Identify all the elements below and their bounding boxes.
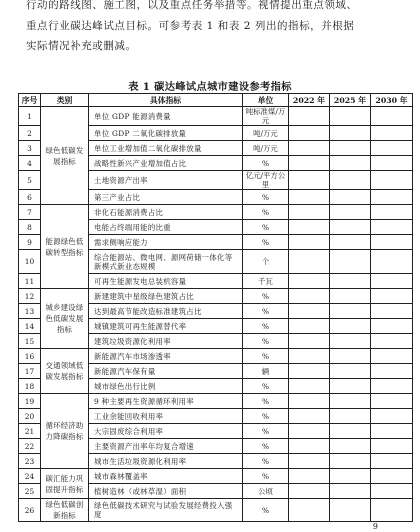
- indicator-cell: 新能源汽车保有量: [89, 364, 243, 379]
- unit-cell: %: [243, 454, 289, 469]
- header-cell: 单位: [243, 94, 289, 107]
- value-2025-cell: [330, 409, 371, 424]
- unit-cell: %: [243, 304, 289, 319]
- value-2030-cell: [371, 439, 413, 454]
- value-2022-cell: [289, 319, 330, 334]
- value-2022-cell: [289, 126, 330, 141]
- indicator-cell: 主要资源产出率年均复合增速: [89, 439, 243, 454]
- value-2022-cell: [289, 220, 330, 235]
- value-2025-cell: [330, 289, 371, 304]
- indicator-cell: 植树造林（或林草湿）面积: [89, 484, 243, 499]
- unit-cell: %: [243, 499, 289, 522]
- value-2025-cell: [330, 484, 371, 499]
- value-2025-cell: [330, 319, 371, 334]
- value-2030-cell: [371, 220, 413, 235]
- value-2030-cell: [371, 235, 413, 250]
- unit-cell: 辆: [243, 364, 289, 379]
- indicator-cell: 城市绿色出行比例: [89, 379, 243, 394]
- intro-paragraph: [26, 0, 414, 57]
- indicator-cell: 综合能源站、微电网、源网荷储一体化等新模式新业态规模: [89, 250, 243, 274]
- value-2025-cell: [330, 334, 371, 349]
- unit-cell: %: [243, 409, 289, 424]
- indicator-table: [18, 93, 413, 522]
- unit-cell: %: [243, 205, 289, 220]
- value-2025-cell: [330, 235, 371, 250]
- row-number-cell: 1: [19, 107, 41, 126]
- value-2022-cell: [289, 469, 330, 484]
- unit-cell: 个: [243, 250, 289, 274]
- row-number-cell: 19: [19, 394, 41, 409]
- row-number-cell: 6: [19, 190, 41, 205]
- indicator-cell: 第三产业占比: [89, 190, 243, 205]
- row-number-cell: 25: [19, 484, 41, 499]
- intro-line: 重点行业碳达峰试点目标。可参考表 1 和表 2 列出的指标，并根据: [26, 19, 355, 32]
- indicator-cell: 非化石能源消费占比: [89, 205, 243, 220]
- value-2030-cell: [371, 349, 413, 364]
- value-2025-cell: [330, 250, 371, 274]
- row-number-cell: 3: [19, 141, 41, 156]
- row-number-cell: 5: [19, 171, 41, 190]
- value-2025-cell: [330, 304, 371, 319]
- row-number-cell: 4: [19, 156, 41, 171]
- table-caption: 表 1 碳达峰试点城市建设参考指标: [128, 81, 292, 93]
- table-row: [19, 499, 413, 522]
- category-cell: 能源绿色低碳转型指标: [41, 205, 89, 289]
- indicator-cell: 单位 GDP 二氧化碳排放量: [89, 126, 243, 141]
- indicator-cell: 新建建筑中星级绿色建筑占比: [89, 289, 243, 304]
- value-2025-cell: [330, 454, 371, 469]
- indicator-cell: 新能源汽车市场渗透率: [89, 349, 243, 364]
- value-2025-cell: [330, 220, 371, 235]
- value-2022-cell: [289, 156, 330, 171]
- indicator-cell: 单位 GDP 能源消费量: [89, 107, 243, 126]
- indicator-cell: 达到最高节能改造标准建筑占比: [89, 304, 243, 319]
- row-number-cell: 18: [19, 379, 41, 394]
- indicator-cell: 单位工业增加值二氧化碳排放量: [89, 141, 243, 156]
- table-row: [19, 107, 413, 126]
- value-2030-cell: [371, 319, 413, 334]
- row-number-cell: 24: [19, 469, 41, 484]
- value-2030-cell: [371, 409, 413, 424]
- unit-cell: %: [243, 319, 289, 334]
- unit-cell: %: [243, 439, 289, 454]
- value-2022-cell: [289, 364, 330, 379]
- indicator-cell: 城市森林覆盖率: [89, 469, 243, 484]
- indicator-cell: 大宗固废综合利用率: [89, 424, 243, 439]
- row-number-cell: 20: [19, 409, 41, 424]
- category-cell: 交通领域低碳发展指标: [41, 349, 89, 394]
- row-number-cell: 14: [19, 319, 41, 334]
- value-2022-cell: [289, 190, 330, 205]
- table-row: [19, 469, 413, 484]
- value-2022-cell: [289, 334, 330, 349]
- page-number: 9: [372, 522, 378, 531]
- value-2022-cell: [289, 439, 330, 454]
- indicator-cell: 建筑垃圾资源化利用率: [89, 334, 243, 349]
- unit-cell: 吨标准煤/万元: [243, 107, 289, 126]
- row-number-cell: 10: [19, 250, 41, 274]
- header-cell: 2022 年: [289, 94, 330, 107]
- indicator-cell: 战略性新兴产业增加值占比: [89, 156, 243, 171]
- row-number-cell: 7: [19, 205, 41, 220]
- value-2022-cell: [289, 289, 330, 304]
- row-number-cell: 26: [19, 499, 41, 522]
- row-number-cell: 21: [19, 424, 41, 439]
- row-number-cell: 22: [19, 439, 41, 454]
- value-2025-cell: [330, 439, 371, 454]
- value-2022-cell: [289, 235, 330, 250]
- unit-cell: %: [243, 469, 289, 484]
- value-2022-cell: [289, 205, 330, 220]
- value-2022-cell: [289, 484, 330, 499]
- value-2030-cell: [371, 499, 413, 522]
- table-body: [19, 107, 413, 522]
- indicator-cell: 电能占终端用能的比重: [89, 220, 243, 235]
- value-2022-cell: [289, 454, 330, 469]
- table-header-row: [19, 94, 413, 107]
- table-row: [19, 349, 413, 364]
- value-2025-cell: [330, 190, 371, 205]
- value-2030-cell: [371, 126, 413, 141]
- unit-cell: 亿元/平方公里: [243, 171, 289, 190]
- category-cell: 碳汇能力巩固提升指标: [41, 469, 89, 499]
- value-2022-cell: [289, 304, 330, 319]
- unit-cell: 吨/万元: [243, 126, 289, 141]
- value-2030-cell: [371, 107, 413, 126]
- row-number-cell: 8: [19, 220, 41, 235]
- value-2030-cell: [371, 379, 413, 394]
- value-2022-cell: [289, 349, 330, 364]
- value-2022-cell: [289, 379, 330, 394]
- header-cell: 类别: [41, 94, 89, 107]
- value-2022-cell: [289, 107, 330, 126]
- indicator-cell: 工业余能回收利用率: [89, 409, 243, 424]
- value-2022-cell: [289, 409, 330, 424]
- table-row: [19, 394, 413, 409]
- value-2030-cell: [371, 250, 413, 274]
- value-2030-cell: [371, 364, 413, 379]
- value-2022-cell: [289, 171, 330, 190]
- indicator-cell: 需求侧响应能力: [89, 235, 243, 250]
- unit-cell: 公顷: [243, 484, 289, 499]
- value-2025-cell: [330, 394, 371, 409]
- value-2022-cell: [289, 424, 330, 439]
- row-number-cell: 23: [19, 454, 41, 469]
- unit-cell: %: [243, 190, 289, 205]
- unit-cell: %: [243, 289, 289, 304]
- value-2030-cell: [371, 424, 413, 439]
- table-row: [19, 289, 413, 304]
- header-cell: 序号: [19, 94, 41, 107]
- indicator-cell: 土地资源产出率: [89, 171, 243, 190]
- intro-line: 实际情况补充或删减。: [26, 40, 137, 52]
- value-2022-cell: [289, 499, 330, 522]
- value-2030-cell: [371, 274, 413, 289]
- value-2030-cell: [371, 454, 413, 469]
- indicator-cell: 绿色低碳技术研究与试验发展经费投入强度: [89, 499, 243, 522]
- value-2030-cell: [371, 469, 413, 484]
- unit-cell: 千瓦: [243, 274, 289, 289]
- row-number-cell: 11: [19, 274, 41, 289]
- row-number-cell: 9: [19, 235, 41, 250]
- value-2030-cell: [371, 484, 413, 499]
- value-2025-cell: [330, 126, 371, 141]
- row-number-cell: 17: [19, 364, 41, 379]
- unit-cell: %: [243, 349, 289, 364]
- value-2022-cell: [289, 394, 330, 409]
- value-2025-cell: [330, 205, 371, 220]
- value-2030-cell: [371, 190, 413, 205]
- indicator-cell: 可再生能源发电总装机容量: [89, 274, 243, 289]
- value-2025-cell: [330, 379, 371, 394]
- value-2022-cell: [289, 250, 330, 274]
- value-2030-cell: [371, 171, 413, 190]
- category-cell: 循环经济助力降碳指标: [41, 394, 89, 469]
- category-cell: 绿色低碳创新指标: [41, 499, 89, 522]
- row-number-cell: 2: [19, 126, 41, 141]
- row-number-cell: 15: [19, 334, 41, 349]
- row-number-cell: 12: [19, 289, 41, 304]
- intro-line: 行动的路线图、施工图，以及重点任务举措等。视情提出重点领域、: [26, 0, 358, 11]
- value-2025-cell: [330, 469, 371, 484]
- value-2025-cell: [330, 364, 371, 379]
- unit-cell: 吨/万元: [243, 141, 289, 156]
- unit-cell: %: [243, 220, 289, 235]
- header-cell: 具体指标: [89, 94, 243, 107]
- indicator-cell: 9 种主要再生资源循环利用率: [89, 394, 243, 409]
- value-2025-cell: [330, 274, 371, 289]
- value-2030-cell: [371, 156, 413, 171]
- category-cell: 城乡建设绿色低碳发展指标: [41, 289, 89, 349]
- value-2025-cell: [330, 349, 371, 364]
- value-2022-cell: [289, 141, 330, 156]
- table-row: [19, 205, 413, 220]
- value-2030-cell: [371, 334, 413, 349]
- indicator-cell: 城市生活垃圾资源化利用率: [89, 454, 243, 469]
- value-2030-cell: [371, 205, 413, 220]
- row-number-cell: 16: [19, 349, 41, 364]
- value-2025-cell: [330, 424, 371, 439]
- value-2030-cell: [371, 289, 413, 304]
- value-2025-cell: [330, 171, 371, 190]
- unit-cell: %: [243, 394, 289, 409]
- unit-cell: %: [243, 379, 289, 394]
- header-cell: 2030 年: [371, 94, 413, 107]
- value-2025-cell: [330, 141, 371, 156]
- row-number-cell: 13: [19, 304, 41, 319]
- value-2030-cell: [371, 141, 413, 156]
- indicator-cell: 城镇建筑可再生能源替代率: [89, 319, 243, 334]
- value-2030-cell: [371, 304, 413, 319]
- header-cell: 2025 年: [330, 94, 371, 107]
- unit-cell: %: [243, 334, 289, 349]
- value-2022-cell: [289, 274, 330, 289]
- value-2025-cell: [330, 107, 371, 126]
- unit-cell: %: [243, 235, 289, 250]
- value-2025-cell: [330, 499, 371, 522]
- unit-cell: %: [243, 156, 289, 171]
- value-2025-cell: [330, 156, 371, 171]
- category-cell: 绿色低碳发展指标: [41, 107, 89, 205]
- value-2030-cell: [371, 394, 413, 409]
- unit-cell: %: [243, 424, 289, 439]
